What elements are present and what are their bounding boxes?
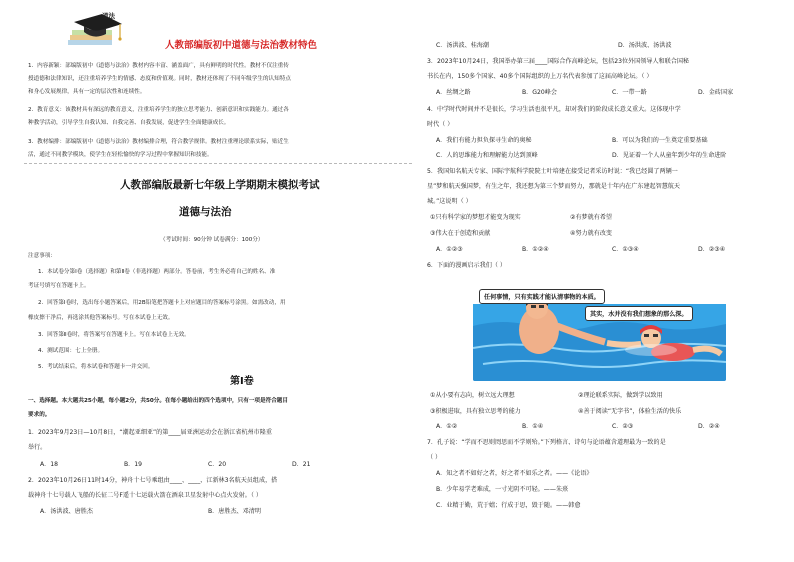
q6-statement-4: ④善于阅读“无字书”，体验生活的快乐 xyxy=(578,408,682,415)
q6-option-d: D．②④ xyxy=(698,423,720,430)
notice-5: 5．考试结束后，将本试卷和答题卡一并交回。 xyxy=(38,364,154,370)
graduation-cap-icon xyxy=(60,8,130,56)
q3-line-2: 书长在内，150多个国家、40多个国际组织的上万名代表参加了这届高峰论坛。（ ） xyxy=(427,73,653,80)
cartoon-bubble-child: 其实，水并没有我们想象的那么深。 xyxy=(585,306,693,321)
q2-stem: 2．2023年10月26日11时14分，神舟十七号乘组由____、____、江新林3名航天员组成，搭 xyxy=(28,477,278,484)
q4-line-1: 4．中学时代时间并不是很长，学习生活也很平凡，却对我们的阶段成长意义重大。这体现中学 xyxy=(427,106,681,113)
q5-option-b: B．①②④ xyxy=(522,246,549,253)
part-title: 第Ⅰ卷 xyxy=(230,376,254,387)
q1-option-a: A．18 xyxy=(40,461,59,468)
q6-statement-2: ②理论联系实际，做到学以致用 xyxy=(578,392,663,399)
q6-option-b: B．①④ xyxy=(522,423,544,430)
q1-option-d: D．21 xyxy=(292,461,311,468)
q3-line-1: 3．2023年10月24日，我国举办第三届____国际合作高峰论坛，包括23位外国领导人和联合国秘 xyxy=(427,58,690,65)
feature-2-line-2: 种教学活动，引导学生自我认知、自我完善、自我发展，促进学生全面健康成长。 xyxy=(28,120,230,126)
cartoon-bubble-adult: 任何事情，只有实践才能认清事物的本质。 xyxy=(479,289,605,304)
notice-4: 4．测试范围：七上全册。 xyxy=(38,348,104,354)
subject-title: 道德与法治 xyxy=(179,206,232,218)
q3-option-c: C．一带一路 xyxy=(612,89,647,96)
q5-line-1: 5．我国知名航天专家、国际宇航科学院院士叶培建在接受记者采访时说：“我已经圆了两辆一 xyxy=(427,168,678,175)
feature-1-line-1: 1．内容新颖：部编版初中《道德与法治》教材内容丰富、涵盖面广，具有鲜明的时代性。教材不仅注重传 xyxy=(28,63,289,69)
q5-statement-3: ③伟大在于创造和贡献 xyxy=(430,230,491,237)
feature-1-line-2: 授道德和法律知识，还注重培养学生的情感、态度和价值观。同时，教材还体现了不同年级学生的认知特点 xyxy=(28,76,291,82)
feature-3-line-1: 3．教材编排：部编版初中《道德与法治》教材编排合理，符合教学规律。教材注重理论联系实际，贴近生 xyxy=(28,139,289,145)
q5-line-3: 城。”这说明（ ） xyxy=(427,198,472,205)
q2-stem-2: 载神舟十七号载人飞船的长征二号F遥十七运载火箭在酒泉卫星发射中心点火发射。（ ） xyxy=(28,492,262,499)
q6-stem: 6．下面的漫画启示我们（ ） xyxy=(427,262,506,269)
q7-option-b: B．少年易学老难成，一寸光阴不可轻。——朱熹 xyxy=(436,486,569,493)
q4-option-b: B．可以为我们的一生奠定重要基础 xyxy=(612,137,708,144)
feature-3-line-2: 活，通过不同教学模块，使学生在轻松愉快的学习过程中掌握知识和技能。 xyxy=(28,152,213,158)
q4-option-a: A．我们有能力担负探寻生命的奥秘 xyxy=(436,137,532,144)
banner-title: 人教部编版初中道德与法治教材特色 xyxy=(165,40,318,51)
notice-1-line-2: 考证号填写在答题卡上。 xyxy=(28,283,90,289)
q7-option-a: A．知之者不如好之者，好之者不如乐之者。——《论语》 xyxy=(436,470,593,477)
q2-option-c: C．汤洪波、桂海潮 xyxy=(436,42,490,49)
feature-1-line-3: 和身心发展规律，具有一定的层次性和连续性。 xyxy=(28,89,146,95)
q6-statement-3: ③积极进取，具有独立思考的能力 xyxy=(430,408,521,415)
q1-option-b: B．19 xyxy=(124,461,143,468)
q5-option-a: A．①②③ xyxy=(436,246,463,253)
swimming-cartoon xyxy=(473,286,726,381)
q4-option-d: D．见证着一个人从童年到少年的生命进阶 xyxy=(612,152,727,159)
q2-option-b: B．唐胜杰、邓清明 xyxy=(208,508,261,515)
q1-stem-2: 举行。 xyxy=(28,444,47,451)
q3-option-b: B．G20峰会 xyxy=(522,89,557,96)
q5-option-c: C．①③④ xyxy=(612,246,639,253)
notice-2-line-2: 橡皮擦干净后，再选涂其他答案标号。写在本试卷上无效。 xyxy=(28,315,174,321)
q5-statement-2: ②有梦就有希望 xyxy=(570,214,613,221)
exam-title: 人教部编版最新七年级上学期期末模拟考试 xyxy=(120,179,320,191)
section-divider xyxy=(24,163,412,164)
exam-time-info: （考试时间：90分钟 试卷满分：100分） xyxy=(160,237,264,243)
q1-option-c: C．20 xyxy=(208,461,227,468)
notice-3: 3．回答第Ⅱ卷时，将答案写在答题卡上。写在本试卷上无效。 xyxy=(38,332,190,338)
q5-option-d: D．②③④ xyxy=(698,246,726,253)
feature-2-line-1: 2．教育意义：该教材具有深远的教育意义，注重培养学生的独立思考能力、创新意识和实践能力。通过各 xyxy=(28,107,289,113)
notice-title: 注意事项： xyxy=(28,253,56,259)
q4-line-2: 时代（ ） xyxy=(427,121,454,128)
q4-option-c: C．人的思维能力和理解能力达到顶峰 xyxy=(436,152,538,159)
q1-stem: 1．2023年9月23日—10月8日，“潮起亚细亚”的第____届亚洲运动会在浙江省杭州市隆重 xyxy=(28,429,272,436)
notice-1-line-1: 1．本试卷分第Ⅰ卷（选择题）和第Ⅱ卷（非选择题）两部分。答卷前，考生务必将自己的姓名、准 xyxy=(38,269,276,275)
q2-option-d: D．汤洪波、汤洪波 xyxy=(618,42,672,49)
q7-line-1: 7．孔子说：“学而不思则罔思而不学则殆。”下列格言、诗句与论语蕴含道理最为一致的是 xyxy=(427,439,666,446)
q5-statement-1: ①只有科学家的梦想才能变为现实 xyxy=(430,214,521,221)
q3-option-d: D．金砖国家 xyxy=(698,89,734,96)
q6-option-c: C．②③ xyxy=(612,423,634,430)
q2-option-a: A．汤洪波、唐胜杰 xyxy=(40,508,93,515)
q3-option-a: A．丝绸之路 xyxy=(436,89,471,96)
q7-option-c: C．业精于勤，荒于嬉；行成于思，毁于随。——韩愈 xyxy=(436,502,581,509)
q5-line-2: 星”梦和航天强国梦，有生之年，我还想为第三个梦而努力，那就是十年内在广东建起智慧航天 xyxy=(427,183,681,190)
q7-line-2: （ ） xyxy=(427,454,442,461)
section-title-line-2: 要求的。 xyxy=(28,412,51,418)
q6-statement-1: ①从小要有志向，树立远大理想 xyxy=(430,392,515,399)
q6-option-a: A．①② xyxy=(436,423,458,430)
logo-label: 道法 xyxy=(102,12,115,20)
q5-statement-4: ④努力就有改变 xyxy=(570,230,613,237)
section-title-line-1: 一、选择题。本大题共25小题，每小题2分，共50分。在每小题给出的四个选项中，只有一项是符合题目 xyxy=(28,398,288,404)
notice-2-line-1: 2．回答第Ⅰ卷时，选出每小题答案后，用2B铅笔把答题卡上对应题目的答案标号涂黑。如需改动，用 xyxy=(38,300,286,306)
